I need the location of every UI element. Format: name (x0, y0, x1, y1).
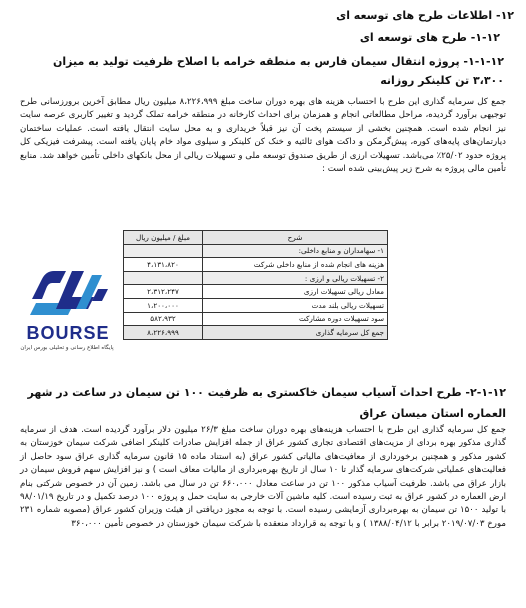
row-amount: ۲،۳۱۲،۲۴۷ (124, 285, 203, 299)
bourse-logo (12, 265, 122, 355)
row-amount: ۵۸۲،۹۳۲ (124, 312, 203, 326)
row-amount (124, 244, 203, 258)
header-description: شرح (203, 231, 388, 245)
table-row (124, 244, 388, 258)
row-amount: ۸،۲۲۶،۹۹۹ (124, 326, 203, 340)
table-row (124, 271, 388, 285)
row-description: ۲- تسهیلات ریالی و ارزی : (203, 271, 388, 285)
table-row (124, 285, 388, 299)
table-total-row (124, 326, 388, 340)
table-row (124, 312, 388, 326)
section-heading: ۱۲- اطلاعات طرح های توسعه ای (336, 9, 514, 22)
row-description: تسهیلات ریالی بلند مدت (203, 298, 388, 312)
row-description: ۱- سهامداران و منابع داخلی: (203, 244, 388, 258)
project1-title: ۱-۱-۱۲- پروژه انتقال سیمان فارس به منطقه خرامه با اصلاح ظرفیت تولید به میزان ۳،۳۰۰ تن کلینکر روزانه (52, 55, 504, 87)
table-row (124, 258, 388, 272)
row-description: جمع کل سرمایه گذاری (203, 326, 388, 340)
row-amount: ۴،۱۳۱،۸۲۰ (124, 258, 203, 272)
subsection-heading: ۱-۱۲- طرح های توسعه ای (359, 31, 500, 44)
bourse-emblem-icon (12, 265, 122, 325)
table-header-row (124, 231, 388, 245)
project1-body: جمع کل سرمایه گذاری این طرح با احتساب هزینه های بهره دوران ساخت مبلغ ۸،۲۲۶،۹۹۹ میلیون ریال مطابق آخرین برورزسانی طرح توجیهی برآورد گردیده، مراحل مطالعاتی انجام و همزمان برای احداث کارخانه در منطقه خرامه تملک گردید و تغییر کاربری عرصه سایت نیز انجام شده است. همچنین بخشی از سیستم پخت آن نیز قبلاً خریداری و به محل سایت انتقال یافته است. عملیات ساختمان دیارتمان‌های پایه‌های کوره، پیش‌گرمکن و داکت هوای ثالثیه و خنک کن کلینکر و سیلوی مواد خام پایان یافته است. پیشرفت فیزیکی کل پروژه حدود ۲۵/۰۲٪ می‌باشد. تسهیلات ارزی از طریق صندوق توسعه ملی و تسهیلات ریالی از محل بانکهای داخلی تأمین خواهد شد. منابع تأمین مالی پروژه به شرح زیر پیش‌بینی شده است : (20, 97, 506, 175)
project2-title: ۲-۱-۱۲- طرح احداث آسیاب سیمان خاکستری به ظرفیت ۱۰۰ تن سیمان در ساعت در شهر العماره استان میسان عراق (27, 386, 506, 420)
row-amount (124, 271, 203, 285)
header-amount: مبلغ / میلیون ریال (124, 231, 203, 245)
row-description: هزینه های انجام شده از منابع داخلی شرکت (203, 258, 388, 272)
row-amount: ۱،۲۰۰،۰۰۰ (124, 298, 203, 312)
table-row (124, 298, 388, 312)
financing-table (123, 230, 388, 340)
logo-tagline: پایگاه اطلاع رسانی و تحلیلی بورس ایران (20, 345, 114, 351)
row-description: سود تسهیلات دوره مشارکت (203, 312, 388, 326)
project2-body: جمع کل سرمایه گذاری این طرح با احتساب هزینه‌های بهره دوران ساخت مبلغ ۲۶/۳ میلیون دلار برآورد گردیده است. هدف از سرمایه گذاری مذکور بهره بردای از مزیت‌های اقتصادی تجاری کشور عراق از جمله افزایش صادرات کلینکر اضافی شرکت سیمان خوزستان به کشور مذکور و همچنین برخورداری از معافیت‌های مالیاتی کشور عراق (به استناد ماده ۱۵ قانون سرمایه گذاری عراق سود حاصل از فعالیت‌های عملیاتی شرکت‌های سرمایه گذار تا ۱۰ سال از تاریخ بهره‌برداری از مالیات معاف است ) و نیز افزایش سهم فروش سیمان در بازار عراق می باشد. ظرفیت آسیاب مذکور ۱۰۰ تن در ساعت معادل ۶۶۰،۰۰۰ تن در سال می باشد. زمین آن در خصوص شرکتی بنام ارض العماره در کشور عراق به ثبت رسیده است. کلیه ماشین آلات خارجی به سایت حمل و پروژه ۱۰۰ درصد تکمیل و در تاریخ ۹۸/۰۱/۱۹ با تولید ۱۵۰۰ تن سیمان به بهره‌برداری آزمایشی رسیده است. با توجه به مجوز دریافتی از هیئت وزیران کشور عراق (مصوبه شماره ۲۳۱ مورخ ۲۰۱۹/۰۷/۰۳ برابر با ۱۳۸۸/۰۴/۱۲ ) و با توجه به قرارداد منعقده با شرکت سیمان خوزستان در خصوص تأمین ۳۶۰،۰۰۰ (20, 425, 507, 529)
row-description: معادل ریالی تسهیلات ارزی (203, 285, 388, 299)
logo-wordmark: BOURSE (26, 323, 110, 343)
